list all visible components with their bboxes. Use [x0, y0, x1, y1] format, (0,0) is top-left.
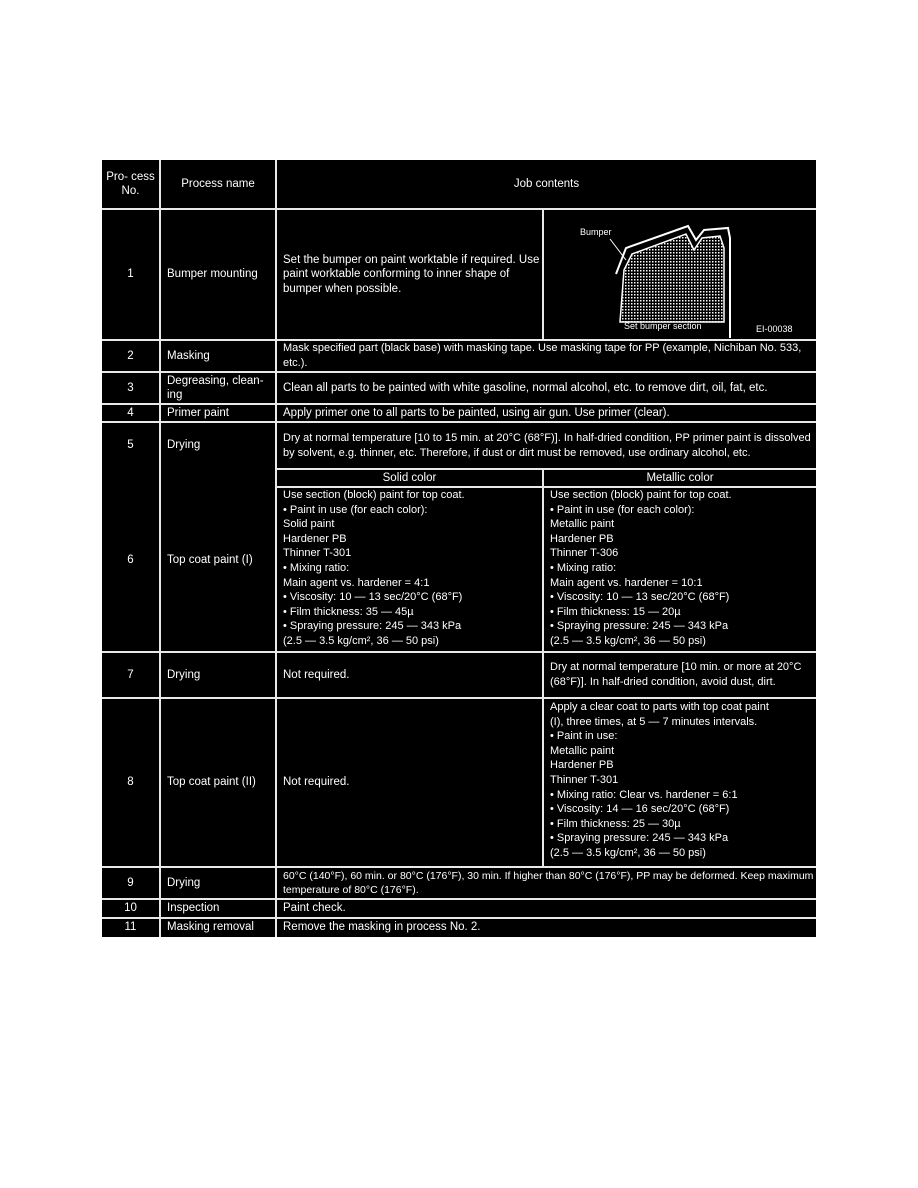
job-contents — [283, 210, 542, 339]
content-line: Hardener PB — [550, 759, 614, 772]
content-line: • Viscosity: 14 — 16 sec/20°C (68°F) — [550, 803, 730, 816]
content-line: (2.5 — 3.5 kg/cm², 36 — 50 psi) — [550, 634, 706, 647]
content-line: Thinner T-306 — [550, 547, 619, 560]
figure-code: EI-00038 — [756, 324, 793, 334]
content-line: Main agent vs. hardener = 10:1 — [550, 576, 703, 589]
content-line: • Mixing ratio: — [283, 561, 350, 574]
content-line: No. 533, etc.). — [283, 342, 802, 369]
solid-color-header: Solid color — [382, 471, 437, 484]
content-line: Use section (block) paint for top coat. — [550, 489, 732, 501]
header-process-name: Process name — [181, 177, 255, 190]
process-name: Inspection — [167, 902, 220, 915]
process-name: Drying — [167, 876, 201, 889]
content-line: • Spraying pressure: 245 — 343 kPa — [550, 832, 729, 845]
content-line: • Viscosity: 10 — 13 sec/20°C (68°F) — [550, 591, 730, 604]
content-line: Use section (block) paint for top coat. — [283, 489, 465, 501]
process-name: Drying — [167, 668, 201, 681]
process-name: Top coat paint (I) — [167, 554, 253, 567]
job-contents: Apply primer one to all parts to be painted, using air gun. Use primer (clear). — [283, 406, 670, 419]
process-name: Bumper mounting — [167, 268, 258, 281]
content-line: In half-dried condition, PP primer paint is dissolved by solvent, e.g. thinner, etc. — [283, 431, 811, 459]
header-process-no — [102, 160, 159, 208]
job-contents: Clean all parts to be painted with white gasoline, normal alcohol, etc. to remove dirt, oil, fat, etc. — [283, 381, 768, 394]
content-line: (2.5 — 3.5 kg/cm², 36 — 50 psi) — [283, 634, 439, 647]
content-line: • Spraying pressure: 245 — 343 kPa — [550, 620, 729, 633]
job-contents — [283, 868, 817, 898]
content-line: Therefore, if dust or dirt must be removed, use ordinary alcohol, etc. — [419, 446, 751, 459]
content-line: 60°C (140°F), 60 min. or 80°C (176°F), 30 min. — [283, 869, 502, 882]
process-no: 1 — [127, 268, 134, 281]
metallic-color-contents — [550, 653, 816, 697]
process-no: 2 — [127, 349, 134, 362]
content-line: Dry at normal temperature [10 min. or more at — [550, 661, 774, 674]
process-no: 6 — [127, 554, 134, 567]
process-no: 8 — [127, 776, 134, 789]
job-contents: Remove the masking in process No. 2. — [283, 921, 481, 934]
content-line: If higher than 80°C (176°F), PP may be deformed. Keep maximum temperature of 80°C (176°F). — [283, 869, 814, 896]
process-name — [167, 373, 275, 403]
process-no: 10 — [124, 902, 137, 915]
content-line: • Spraying pressure: 245 — 343 kPa — [283, 620, 462, 633]
content-line: • Paint in use: — [550, 730, 618, 743]
job-contents: Paint check. — [283, 902, 346, 915]
name-line: ing — [167, 389, 183, 401]
process-name: Drying — [167, 439, 201, 452]
metallic-color-contents — [550, 700, 816, 866]
content-line: Thinner T-301 — [283, 547, 352, 560]
content-line: • Viscosity: 10 — 13 sec/20°C (68°F) — [283, 591, 463, 604]
content-line: Mask specified part (black base) with masking tape. Use masking tape for PP (example, Nichiban — [283, 342, 757, 355]
solid-color-contents — [283, 488, 542, 651]
process-name: Top coat paint (II) — [167, 776, 256, 789]
process-name: Masking removal — [167, 921, 254, 934]
header-text: Pro- — [106, 170, 128, 183]
name-line: Degreasing, clean- — [167, 374, 264, 387]
content-line: of bumper when possible. — [283, 268, 510, 295]
content-line: Metallic paint — [550, 518, 615, 531]
header-text: No. — [121, 185, 140, 197]
process-name: Masking — [167, 349, 210, 362]
content-line: Solid paint — [283, 518, 335, 531]
process-no: 5 — [127, 439, 134, 452]
process-no: 9 — [127, 876, 134, 889]
content-line: Metallic paint — [550, 744, 615, 757]
content-line: • Film thickness: 15 — 20µ — [550, 605, 681, 618]
process-no: 7 — [127, 668, 134, 681]
metallic-color-header: Metallic color — [646, 471, 714, 484]
content-line: • Film thickness: 25 — 30µ — [550, 817, 681, 830]
solid-color-contents: Not required. — [283, 668, 350, 681]
content-line: Set the bumper on paint worktable if required. — [283, 253, 516, 266]
column-divider — [542, 469, 544, 866]
content-line: Apply a clear coat to parts with top coat paint — [550, 701, 769, 713]
content-line: Main agent vs. hardener = 4:1 — [283, 576, 430, 589]
header-job-contents: Job contents — [513, 177, 580, 190]
content-line: Use paint worktable conforming to inner shape — [283, 253, 540, 281]
solid-color-contents: Not required. — [283, 776, 350, 789]
content-line: (2.5 — 3.5 kg/cm², 36 — 50 psi) — [550, 846, 706, 859]
leader-line — [610, 239, 626, 260]
figure-caption: Set bumper section — [624, 321, 702, 331]
bumper-section-figure — [544, 210, 816, 339]
column-divider — [159, 160, 161, 937]
process-table — [101, 159, 817, 938]
process-no: 3 — [127, 381, 134, 394]
content-line: • Paint in use (for each color): — [550, 503, 695, 516]
content-line: Hardener PB — [283, 532, 347, 545]
content-line: • Mixing ratio: — [550, 561, 617, 574]
process-no: 11 — [124, 921, 137, 934]
content-line: Hardener PB — [550, 532, 614, 545]
content-line: Thinner T-301 — [550, 773, 619, 786]
figure-label: Bumper — [580, 227, 612, 237]
process-name: Primer paint — [167, 406, 229, 419]
content-line: In half-dried condition, avoid dust, dirt. — [589, 676, 776, 688]
content-line: • Mixing ratio: Clear vs. hardener = 6:1 — [550, 788, 738, 801]
content-line: • Paint in use (for each color): — [283, 503, 428, 516]
content-line: • Film thickness: 35 — 45µ — [283, 605, 414, 618]
column-divider — [275, 160, 277, 937]
job-contents — [283, 423, 817, 468]
content-line: Dry at normal temperature [10 to 15 min. at 20°C (68°F)]. — [283, 431, 561, 444]
job-contents — [283, 341, 817, 371]
bumper-body-shape — [620, 234, 724, 322]
metallic-color-contents — [550, 488, 816, 651]
process-no: 4 — [127, 406, 134, 419]
header-text: cess — [131, 170, 155, 183]
content-line: 20°C (68°F)]. — [550, 661, 802, 688]
content-line: (I), three times, at 5 — 7 minutes intervals. — [550, 715, 758, 728]
